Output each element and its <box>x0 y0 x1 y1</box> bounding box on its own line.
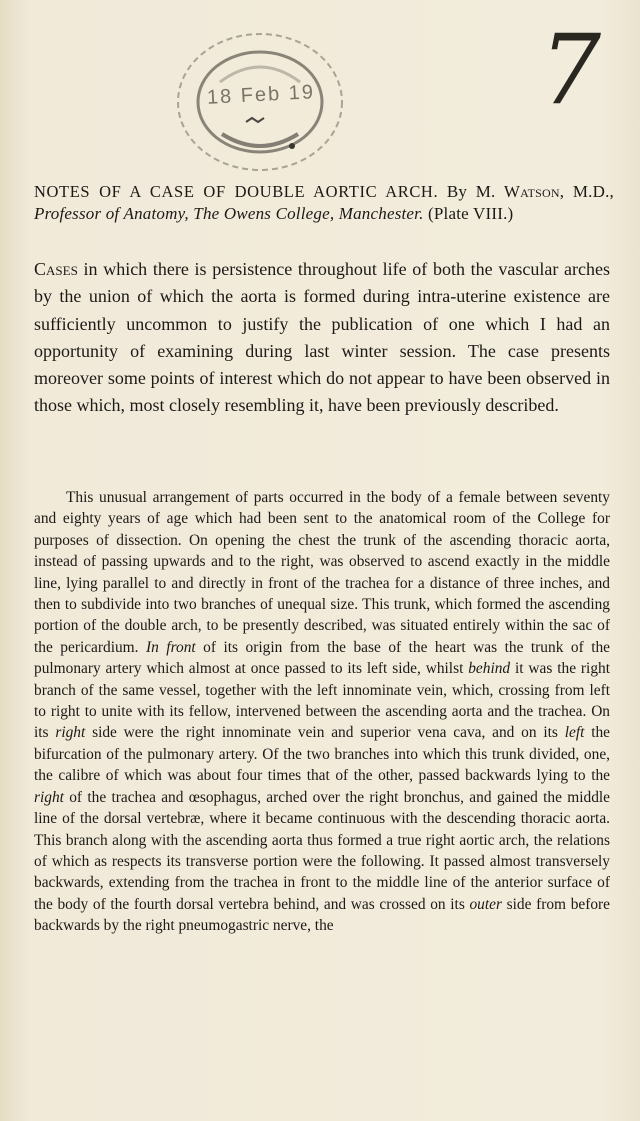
author-role: Professor of Anatomy, The Owens College, Manchester. <box>34 204 424 223</box>
author-name: M. Watson, M.D., <box>475 182 615 201</box>
body-paragraph <box>34 487 610 937</box>
plate-reference: (Plate VIII.) <box>428 204 514 223</box>
stamp-date: 18 Feb 19 <box>206 81 316 109</box>
body-text-2: of its origin from the base of the heart was the trunk of the pulmonary artery which almost at once passed to its left side, whilst <box>34 638 610 678</box>
emph-right: right <box>55 724 86 742</box>
body-text-1: This unusual arrangement of parts occurred in the body of a female between seventy and eighty years of age which had been sent to the anatomical room of the College for purposes of dissection. On opening the chest the trunk of the ascending thoracic aorta, instead of passing upwards and to the right, was observed to ascend exactly in the middle line, lying parallel to and directly in front of the trachea for a distance of three inches, and then to subdivide into two branches of unequal size. This trunk, which formed the ascending portion of the double arch, to be presently described, was situated entirely within the sac of the pericardium. <box>34 489 610 656</box>
intro-lead: Cases <box>34 259 78 279</box>
article-title <box>34 181 614 225</box>
intro-text: in which there is persistence throughout life of both the vascular arches by the union of which the aorta is formed during intra-uterine existence are sufficiently uncommon to justify the publication of one which I had an opportunity of examining during last winter session. The case presents moreover some points of interest which do not appear to have been observed in those which, most closely resembling it, have been previously described. <box>34 259 610 416</box>
shelf-mark: 7 <box>540 14 602 126</box>
body-text-3: it was the right branch of the same vessel, together with the left innominate vein, which, crossing from left to right to unite with its fellow, intervened between the ascending aorta and the trachea. On its <box>34 660 610 742</box>
emph-left: left <box>564 724 585 742</box>
intro-paragraph <box>34 256 610 420</box>
body-text-7: side from before backwards by the right pneumogastric nerve, the <box>34 895 610 935</box>
body-text-4: side were the right innominate vein and superior vena cava, and on its <box>85 724 565 742</box>
article-heading: NOTES OF A CASE OF DOUBLE AORTIC ARCH. <box>34 182 439 201</box>
emph-in-front: In front <box>146 638 196 656</box>
body-text-5: the bifurcation of the pulmonary artery. Of the two branches into which this trunk divided, one, the calibre of which was about four times that of the other, passed backwards lying to the <box>34 724 610 785</box>
emph-behind: behind <box>468 660 511 678</box>
emph-right-2: right <box>34 788 64 806</box>
library-stamp <box>160 22 360 180</box>
byline-by: By <box>446 182 468 201</box>
body-text-6: of the trachea and œsophagus, arched over the right bronchus, and gained the middle line of the dorsal vertebræ, where it became continuous with the descending thoracic aorta. This branch along with the ascending aorta thus formed a true right aortic arch, the relations of which as respects its transverse portion were the following. It passed almost transversely backwards, extending from the trachea in front to the middle line of the anterior surface of the body of the fourth dorsal vertebra behind, and was crossed on its <box>34 788 610 913</box>
emph-outer: outer <box>469 895 502 913</box>
